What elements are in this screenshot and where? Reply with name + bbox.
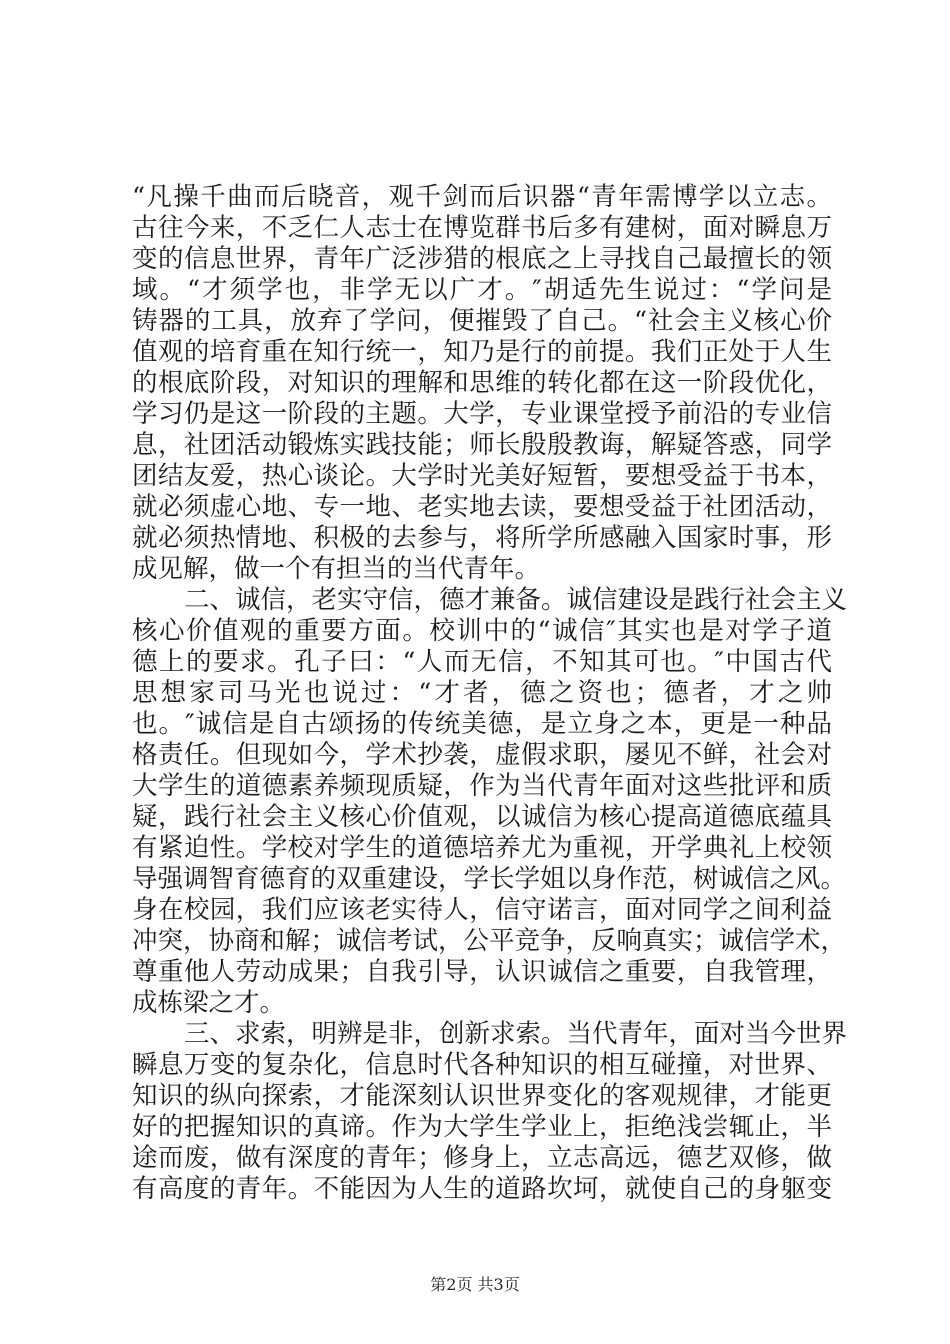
text-line: 途而废，做有深度的青年；修身上，立志高远，德艺双修，做 (132, 1143, 832, 1173)
text-line: 核心价值观的重要方面。校训中的“诚信″其实也是对学子道 (132, 616, 832, 646)
text-line: 知识的纵向探索，才能深刻认识世界变化的客观规律，才能更 (132, 1081, 832, 1111)
text-line: 值观的培育重在知行统一，知乃是行的前提。我们正处于人生 (132, 337, 832, 367)
text-line: 就必须虚心地、专一地、老实地去读，要想受益于社团活动， (132, 492, 832, 522)
text-line: 瞬息万变的复杂化，信息时代各种知识的相互碰撞，对世界、 (132, 1050, 832, 1080)
text-line: 德上的要求。孔子曰：“人而无信，不知其可也。″中国古代 (132, 647, 832, 677)
text-line: 好的把握知识的真谛。作为大学生学业上，拒绝浅尝辄止，半 (132, 1112, 832, 1142)
text-line: 尊重他人劳动成果；自我引导，认识诚信之重要，自我管理， (132, 957, 832, 987)
text-line: 变的信息世界，青年广泛涉猎的根底之上寻找自己最擅长的领 (132, 244, 832, 274)
text-line: 成见解，做一个有担当的当代青年。 (132, 554, 541, 584)
text-line: 域。“才须学也，非学无以广才。″胡适先生说过：“学问是 (132, 275, 832, 305)
text-line: 成栋梁之才。 (132, 988, 286, 1018)
text-line: 有紧迫性。学校对学生的道德培养尤为重视，开学典礼上校领 (132, 833, 832, 863)
text-line: “凡操千曲而后晓音，观千剑而后识器“青年需博学以立志。 (132, 182, 832, 212)
text-line: 大学生的道德素养频现质疑，作为当代青年面对这些批评和质 (132, 771, 832, 801)
text-line: 身在校园，我们应该老实待人，信守诺言，面对同学之间利益 (132, 895, 832, 925)
text-line: 导强调智育德育的双重建设，学长学姐以身作范，树诚信之风。 (132, 864, 847, 894)
text-line: 息，社团活动锻炼实践技能；师长殷殷教诲，解疑答惑，同学 (132, 430, 832, 460)
text-line: 学习仍是这一阶段的主题。大学，专业课堂授予前沿的专业信 (132, 399, 832, 429)
text-line: 疑，践行社会主义核心价值观，以诚信为核心提高道德底蕴具 (132, 802, 832, 832)
text-line: 有高度的青年。不能因为人生的道路坎坷，就使自己的身躯变 (132, 1174, 832, 1204)
text-line: 古往今来，不乏仁人志士在博览群书后多有建树，面对瞬息万 (132, 213, 832, 243)
text-line: 三、求索，明辨是非，创新求索。当代青年，面对当今世界 (184, 1019, 848, 1049)
text-line: 二、诚信，老实守信，德才兼备。诚信建设是践行社会主义 (184, 585, 848, 615)
text-line: 也。″诚信是自古颂扬的传统美德，是立身之本，更是一种品 (132, 709, 832, 739)
text-line: 团结友爱，热心谈论。大学时光美好短暂，要想受益于书本， (132, 461, 832, 491)
text-line: 冲突，协商和解；诚信考试，公平竞争，反响真实；诚信学术， (132, 926, 847, 956)
text-line: 的根底阶段，对知识的理解和思维的转化都在这一阶段优化， (132, 368, 832, 398)
text-line: 铸器的工具，放弃了学问，便摧毁了自己。“社会主义核心价 (132, 306, 832, 336)
text-line: 就必须热情地、积极的去参与，将所学所感融入国家时事，形 (132, 523, 832, 553)
text-line: 思想家司马光也说过：“才者，德之资也；德者，才之帅 (132, 678, 832, 708)
page-footer: 第2页 共3页 (430, 1275, 520, 1294)
document-body (132, 182, 848, 1205)
text-line: 格责任。但现如今，学术抄袭，虚假求职，屡见不鲜，社会对 (132, 740, 832, 770)
